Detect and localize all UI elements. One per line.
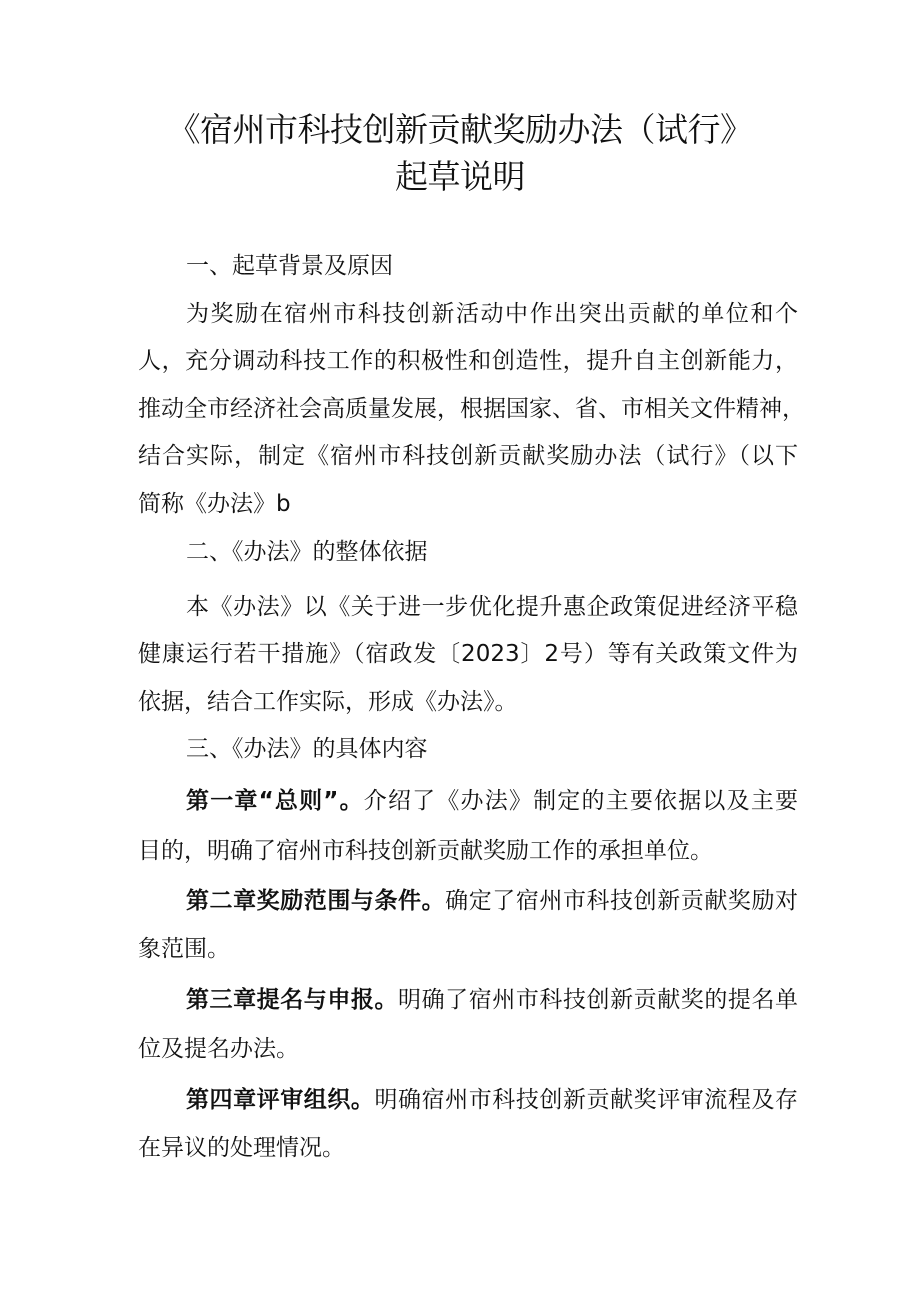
section2-line: 健康运行若干措施》（宿政发〔2023〕2号）等有关政策文件为 (138, 641, 798, 667)
chapter2-label: 第二章奖励范围与条件。 (186, 888, 446, 914)
chapter1-text: 介绍了《办法》制定的主要依据以及主要 (363, 788, 799, 814)
chapter1-label: 第一章“总则”。 (186, 788, 364, 814)
chapter2-line (186, 886, 798, 916)
chapter1-line: 目的，明确了宿州市科技创新贡献奖励工作的承担单位。 (138, 838, 713, 864)
section1-line: 推动全市经济社会高质量发展，根据国家、省、市相关文件精神， (138, 396, 805, 422)
chapter4-label: 第四章评审组织。 (186, 1087, 375, 1113)
chapter3-line: 位及提名办法。 (138, 1036, 299, 1062)
section2-heading: 二、《办法》的整体依据 (186, 539, 428, 565)
chapter2-line: 象范围。 (138, 936, 230, 962)
chapter4-line (186, 1085, 798, 1115)
document-subtitle: 起草说明 (395, 157, 525, 196)
chapter4-line: 在异议的处理情况。 (138, 1135, 345, 1161)
section2-line: 依据，结合工作实际，形成《办法》。 (138, 689, 518, 715)
chapter3-label: 第三章提名与申报。 (186, 987, 399, 1013)
section1-heading: 一、起草背景及原因 (186, 253, 393, 279)
chapter3-text: 明确了宿州市科技创新贡献奖的提名单 (398, 987, 799, 1013)
section2-line: 本《办法》以《关于进一步优化提升惠企政策促进经济平稳 (186, 594, 798, 620)
section1-line: 人，充分调动科技工作的积极性和创造性，提升自主创新能力， (138, 348, 798, 374)
chapter1-line (186, 786, 798, 816)
chapter3-line (186, 985, 798, 1015)
section1-line: 为奖励在宿州市科技创新活动中作出突出贡献的单位和个 (186, 301, 798, 327)
chapter4-text: 明确宿州市科技创新贡献奖评审流程及存 (374, 1087, 799, 1113)
document-title: 《宿州市科技创新贡献奖励办法（试行》 (167, 110, 753, 149)
section1-line: 简称《办法》b (138, 491, 291, 517)
section1-line: 结合实际，制定《宿州市科技创新贡献奖励办法（试行》（以下 (138, 443, 798, 469)
section3-heading: 三、《办法》的具体内容 (186, 736, 428, 762)
chapter2-text: 确定了宿州市科技创新贡献奖励对 (445, 888, 799, 914)
